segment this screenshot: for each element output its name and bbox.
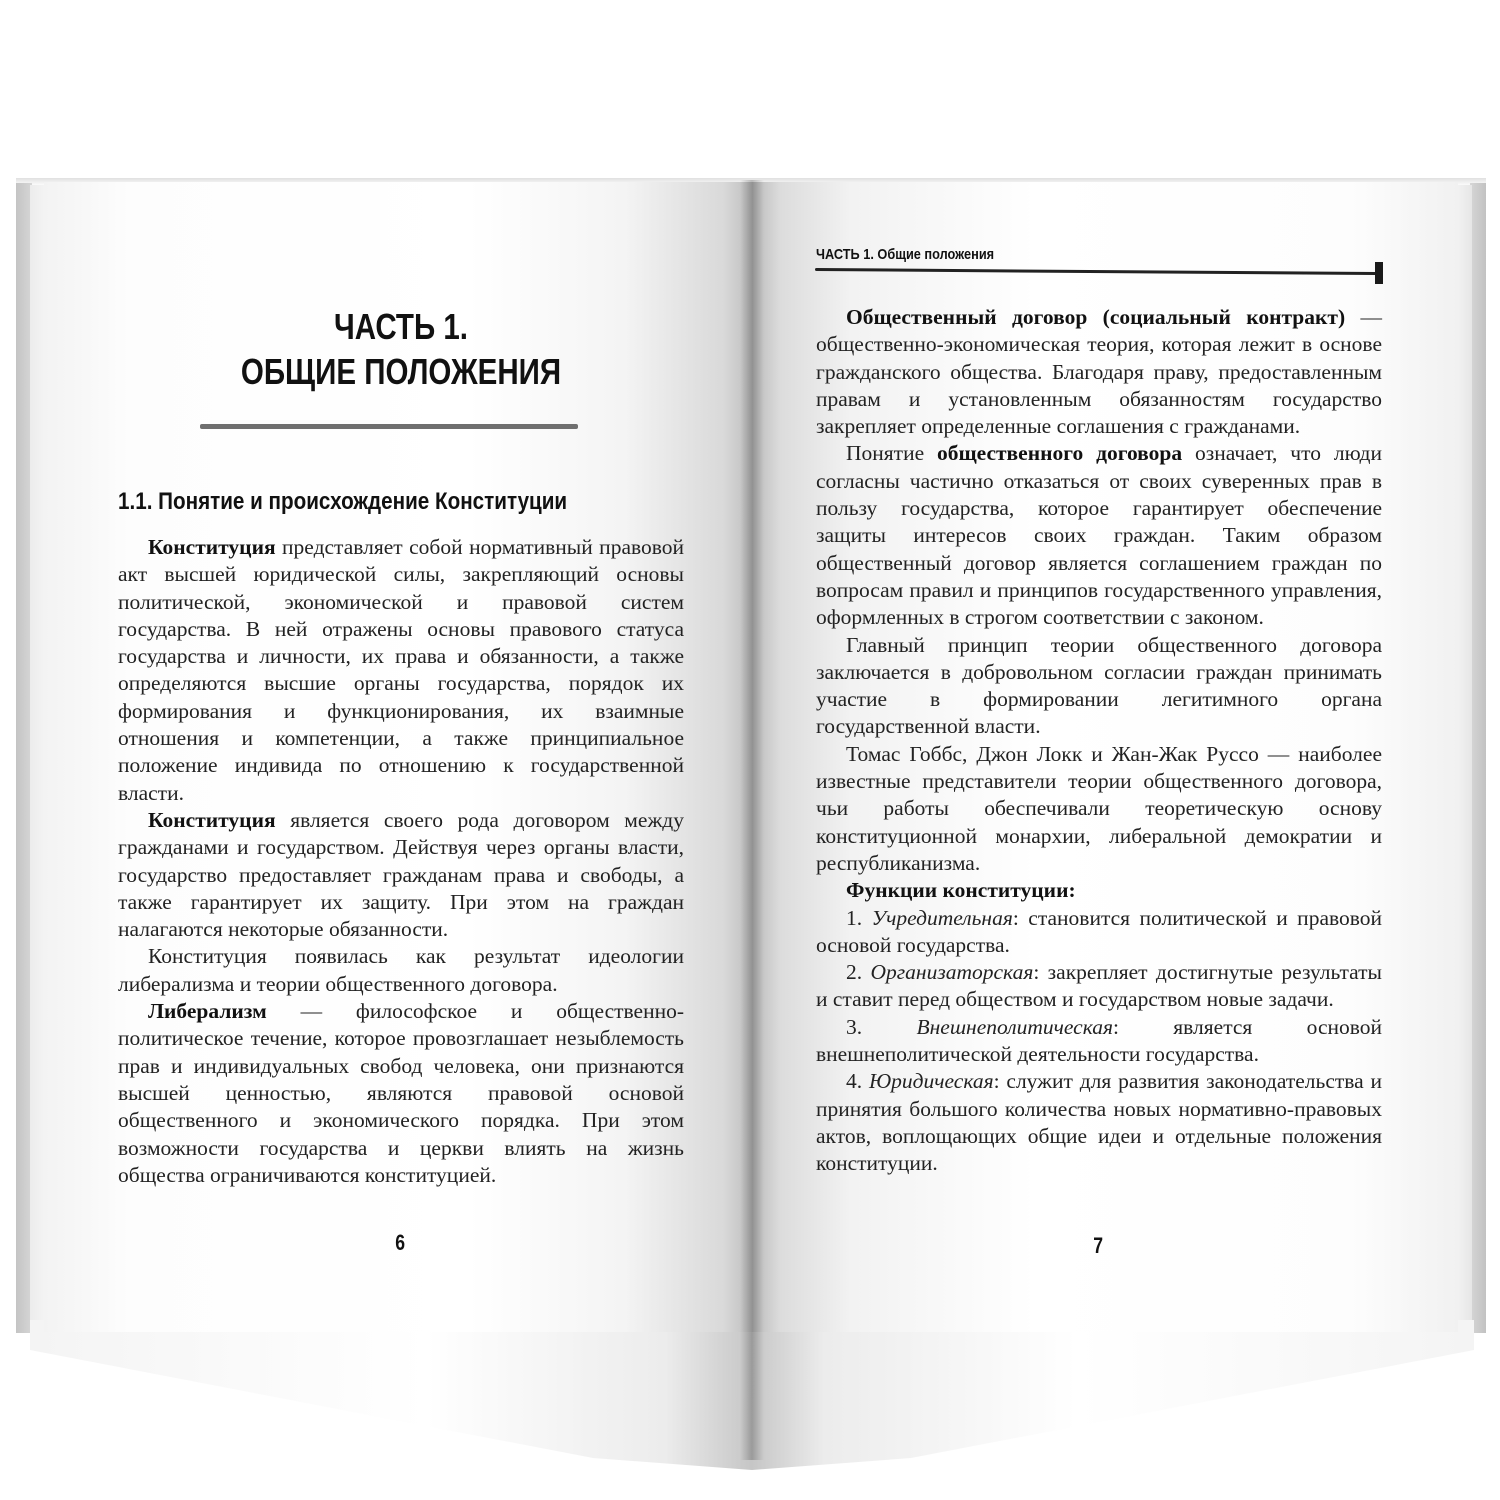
page-curl-bottom-right [752,1320,1474,1470]
cover-edge-right [1470,183,1486,1333]
chapter-title-divider [200,424,578,429]
term-bold: Либерализм [148,999,267,1024]
paragraph: Томас Гоббс, Джон Локк и Жан-Жак Руссо — наиболее известные представители теории общественного договора, чьи работы обеспечивали теоретическую основу конституционной монархии, либеральной демократии и республиканизма. [816,741,1382,875]
section-heading: 1.1. Понятие и происхождение Конституции [118,488,568,515]
right-page-body [816,304,1382,1178]
term-bold: Общественный договор (социальный контракт) [846,305,1346,329]
paragraph: Главный принцип теории общественного договора заключается в добровольном согласии граждан принимать участие в формировании легитимного органа государственной власти. [816,632,1382,739]
page-number-right: 7 [1093,1233,1104,1258]
left-page-body [118,534,684,1189]
paragraph: Конституция появилась как результат идеологии либерализма и теории общественного договора. [118,944,684,996]
book-spine [740,180,764,1460]
chapter-title-line2: ОБЩИЕ ПОЛОЖЕНИЯ [240,351,562,392]
term-bold: общественного договора [937,441,1183,466]
function-item: 2. Организаторская: закрепляет достигнутые результаты и ставит перед обществом и государством новые задачи. [816,960,1383,1012]
page-curl-bottom-left [30,1320,752,1470]
term-bold: Конституция [148,535,276,559]
term-bold: Конституция [148,807,276,832]
running-head: ЧАСТЬ 1. Общие положения [816,246,995,263]
paragraph: Конституция представляет собой нормативный правовой акт высшей юридической силы, закрепляющий основы политической, экономической и правовой систем государства. В ней отражены основы правового статуса государства и личности, их права и обязанности, а также определяются высшие органы государства, порядок их формирования и функционирования, их взаимные отношения и компетенции, а также принципиальное положение индивида по отношению к государственной власти. [118,535,684,805]
function-item: 1. Учредительная: становится политической и правовой основой государства. [816,905,1382,957]
paragraph: Общественный договор (социальный контракт) — общественно-экономическая теория, которая лежит в основе гражданского общества. Благодаря праву, предоставленным правам и установленным обязанностям государство закрепляет определенные соглашения с гражданами. [816,305,1383,439]
functions-heading: Функции конституции: [846,878,1076,903]
function-item: 3. Внешнеполитическая: является основой внешнеполитической деятельности государства. [816,1014,1383,1067]
page-number-left: 6 [395,1230,406,1255]
chapter-tab-marker [1375,262,1383,284]
paragraph: Либерализм — философское и общественно-политическое течение, которое провозглашает незыблемость прав и индивидуальных свобод человека, они признаются высшей ценностью, являются правовой основой общественного и экономического порядка. При этом возможности государства и церкви влиять на жизнь общества ограничиваются конституцией. [118,999,684,1187]
chapter-title-line1: ЧАСТЬ 1. [334,306,468,347]
paragraph: Конституция является своего рода договором между гражданами и государством. Действуя через органы власти, государство предоставляет гражданам права и свободы, а также гарантирует их защиту. При этом на граждан налагаются некоторые обязанности. [118,807,684,942]
function-item: 4. Юридическая: служит для развития законодательства и принятия большого количества новых нормативно-правовых актов, воплощающих общие идеи и отдельные положения конституции. [816,1069,1382,1176]
paragraph: Понятие общественного договора означает, что люди согласны частично отказаться от своих суверенных прав в пользу государства, которое гарантирует обеспечение защиты интересов своих граждан. Таким образом общественный договор является соглашением граждан по вопросам правил и принципов государственного управления, оформленных в строгом соответствии с законом. [816,441,1382,630]
